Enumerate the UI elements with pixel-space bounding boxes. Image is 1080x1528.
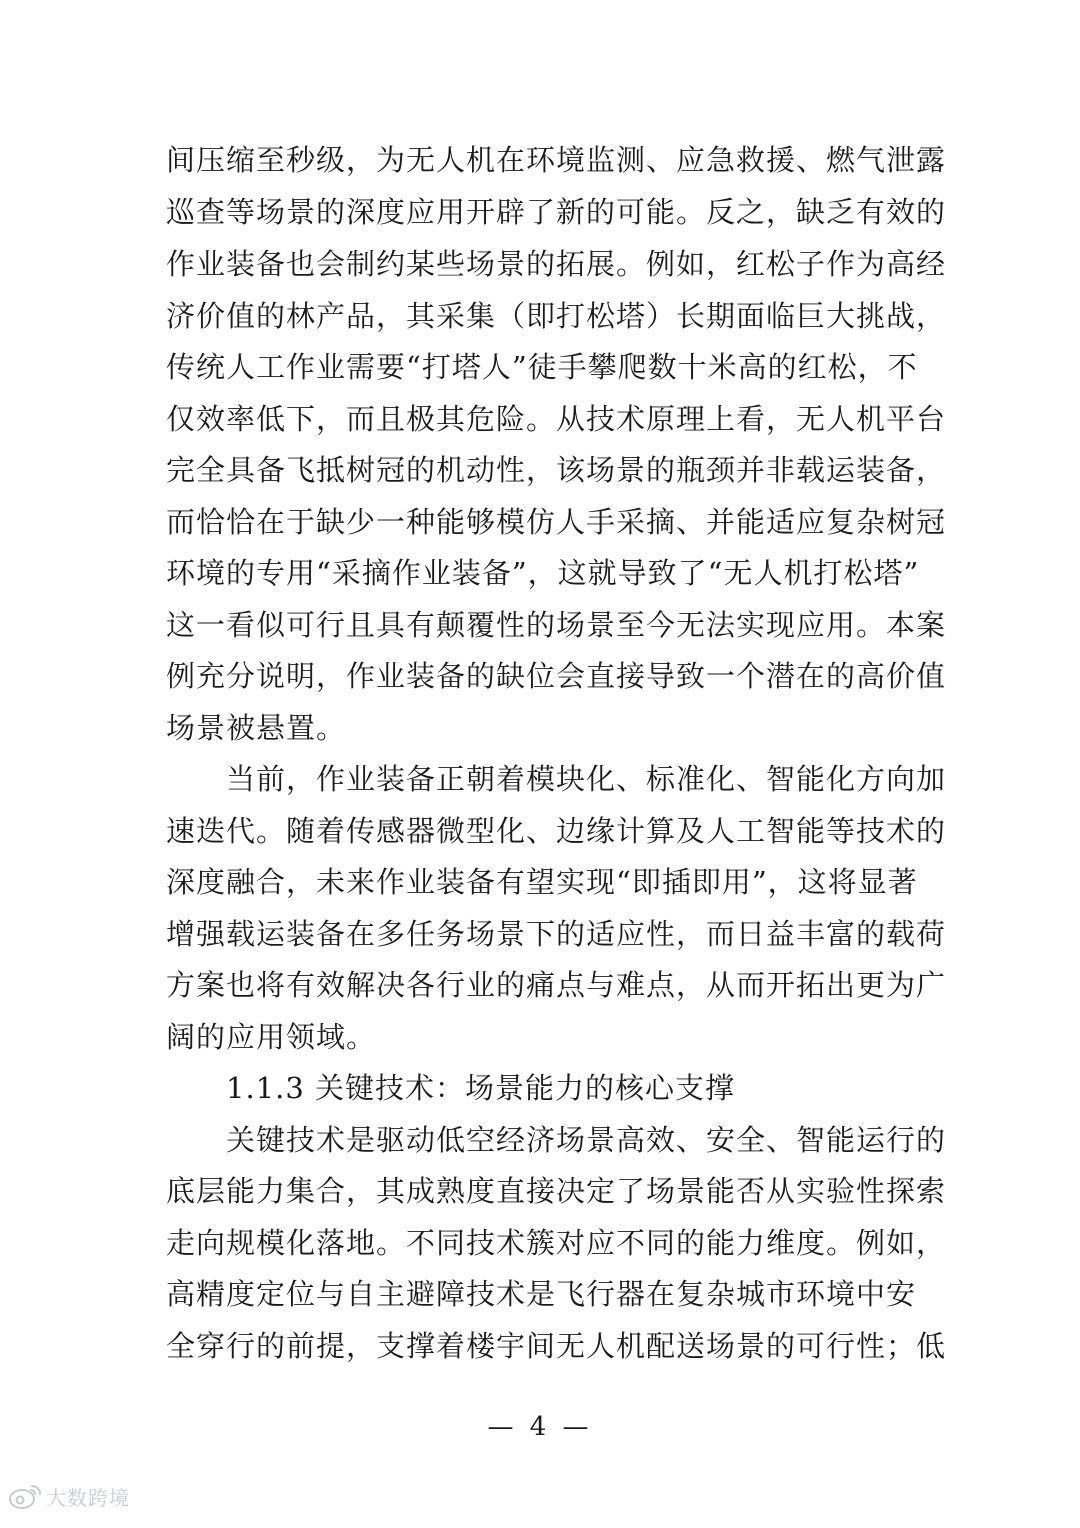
body-text-line: 全穿行的前提，支撑着楼宇间无人机配送场景的可行性；低 [166,1329,947,1363]
body-text-line: 巡查等场景的深度应用开辟了新的可能。反之，缺乏有效的 [166,195,947,229]
body-text-line: 这一看似可行且具有颠覆性的场景至今无法实现应用。本案 [166,608,947,642]
body-text-line: 增强载运装备在多任务场景下的适应性，而日益丰富的载荷 [166,917,947,951]
body-text-line: 环境的专用“采摘作业装备”，这就导致了“无人机打松塔” [166,556,920,590]
body-text-line: 济价值的林产品，其采集（即打松塔）长期面临巨大挑战， [166,299,947,333]
section-heading: 1.1.3 关键技术：场景能力的核心支撑 [166,1071,736,1105]
body-text-line: 底层能力集合，其成熟度直接决定了场景能否从实验性探索 [166,1174,947,1208]
body-text-line: 仅效率低下，而且极其危险。从技术原理上看，无人机平台 [166,402,947,436]
weibo-logo-icon [8,1482,42,1510]
body-text-line: 走向规模化落地。不同技术簇对应不同的能力维度。例如， [166,1226,947,1260]
body-text-line: 方案也将有效解决各行业的痛点与难点，从而开拓出更为广 [166,968,947,1002]
body-text-line: 作业装备也会制约某些场景的拓展。例如，红松子作为高经 [166,247,947,281]
watermark [8,1476,130,1516]
body-text-line: 当前，作业装备正朝着模块化、标准化、智能化方向加 [166,762,947,796]
body-text-line: 高精度定位与自主避障技术是飞行器在复杂城市环境中安 [166,1277,917,1311]
body-text-line: 传统人工作业需要“打塔人”徒手攀爬数十米高的红松，不 [166,350,918,384]
body-text-line: 关键技术是驱动低空经济场景高效、安全、智能运行的 [166,1123,947,1157]
body-text-line: 阔的应用领域。 [166,1020,377,1054]
page-number: — 4 — [487,1412,593,1442]
body-text-line: 间压缩至秒级，为无人机在环境监测、应急救援、燃气泄露 [166,143,947,177]
body-text-line: 例充分说明，作业装备的缺位会直接导致一个潜在的高价值 [166,659,947,693]
watermark-text: 大数跨境 [46,1485,130,1510]
body-text-line: 深度融合，未来作业装备有望实现“即插即用”，这将显著 [166,865,918,899]
body-text-line: 场景被悬置。 [166,711,347,745]
body-text-line: 而恰恰在于缺少一种能够模仿人手采摘、并能适应复杂树冠 [166,505,947,539]
body-text-line: 完全具备飞抵树冠的机动性，该场景的瓶颈并非载运装备， [166,453,947,487]
body-text-line: 速迭代。随着传感器微型化、边缘计算及人工智能等技术的 [166,814,947,848]
